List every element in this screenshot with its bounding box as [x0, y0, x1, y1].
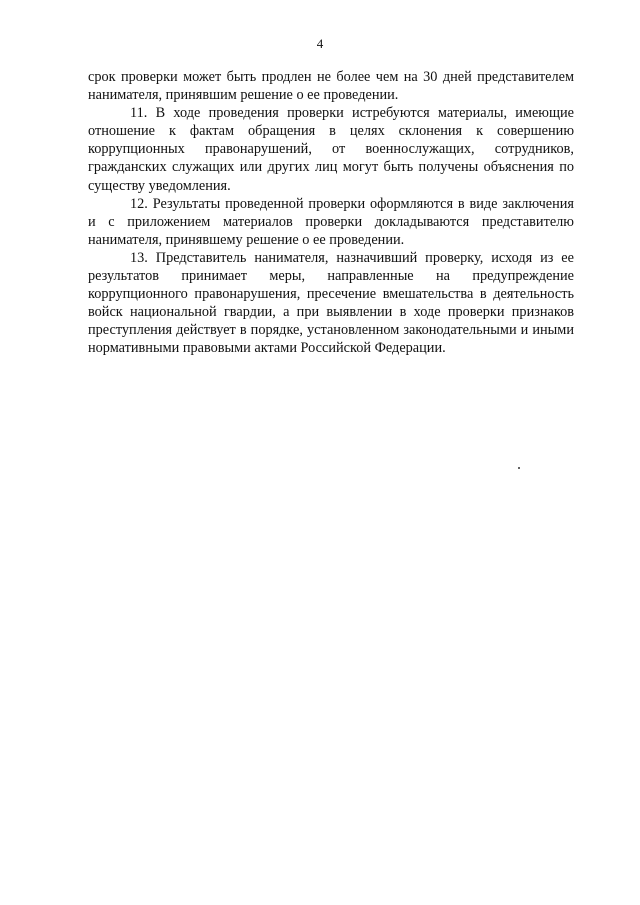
paragraph-item-13: 13. Представитель нанимателя, назначивший проверку, исходя из ее результатов принимает меры, направленные на предупреждение коррупционного правонарушения, пресечение вмешательства в деятельность войск национальной гвардии, а при выявлении в ходе проверки признаков преступления действует в порядке, установленном законодательными и иными нормативными правовыми актами Российской Федерации.	[88, 249, 574, 357]
paragraph-item-12: 12. Результаты проведенной проверки оформляются в виде заключения и с приложением материалов проверки докладываются представителю нанимателя, принявшему решение о ее проведении.	[88, 195, 574, 248]
page-number: 4	[316, 36, 324, 51]
document-body	[88, 68, 574, 358]
paragraph-continuation: срок проверки может быть продлен не более чем на 30 дней представителем нанимателя, принявшим решение о ее проведении.	[88, 69, 574, 104]
paragraph-item-11: 11. В ходе проведения проверки истребуются материалы, имеющие отношение к фактам обращения в целях склонения к совершению коррупционных правонарушений, от военнослужащих, сотрудников, гражданских служащих или других лиц могут быть получены объяснения по существу уведомления.	[88, 105, 574, 194]
scan-speck	[518, 467, 520, 469]
